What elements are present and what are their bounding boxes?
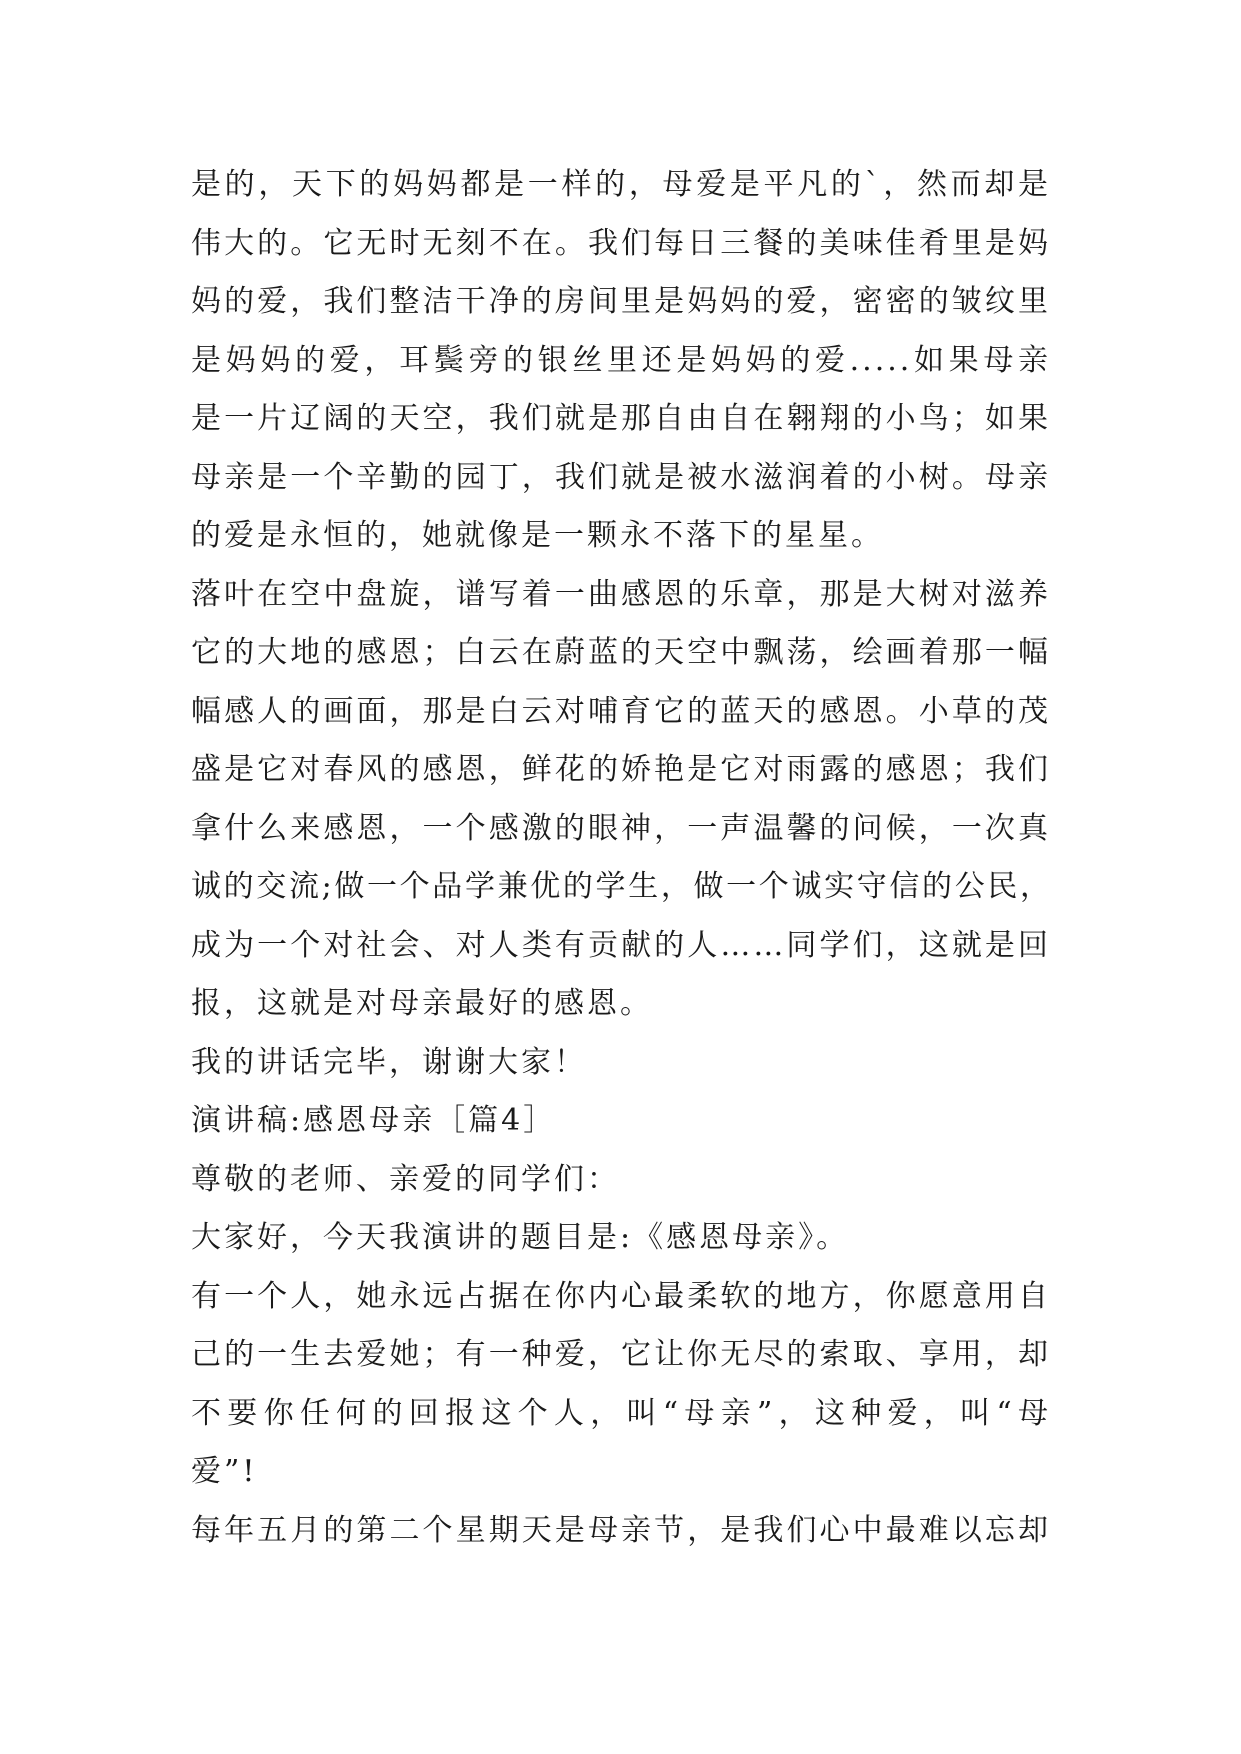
paragraph-line: 诚的交流;做一个品学兼优的学生，做一个诚实守信的公民， (191, 869, 1051, 904)
paragraph-line: 成为一个对社会、对人类有贡献的人……同学们，这就是回 (191, 927, 1051, 963)
paragraph-line: 落叶在空中盘旋，谱写着一曲感恩的乐章，那是大树对滋养 (191, 576, 1051, 612)
salutation: 尊敬的老师、亲爱的同学们： (191, 1161, 620, 1197)
paragraph-line: 爱”! (191, 1454, 258, 1489)
paragraph-line: 幅感人的画面，那是白云对哺育它的蓝天的感恩。小草的茂 (191, 693, 1051, 729)
paragraph-line: 己的一生去爱她；有一种爱，它让你无尽的索取、享用，却 (191, 1337, 1051, 1372)
paragraph-line: 有一个人，她永远占据在你内心最柔软的地方，你愿意用自 (191, 1278, 1051, 1314)
paragraph-line: 是一片辽阔的天空，我们就是那自由自在翱翔的小鸟；如果 (191, 401, 1051, 436)
closing-line: 我的讲话完毕，谢谢大家！ (191, 1044, 587, 1080)
paragraph-line: 盛是它对春风的感恩，鲜花的娇艳是它对雨露的感恩；我们 (191, 752, 1051, 787)
greeting-line: 大家好，今天我演讲的题目是:《感恩母亲》。 (191, 1220, 850, 1255)
paragraph-line: 不要你任何的回报这个人，叫“母亲”，这种爱，叫“母 (191, 1395, 1051, 1431)
paragraph-line: 母亲是一个辛勤的园丁，我们就是被水滋润着的小树。母亲 (191, 459, 1051, 495)
paragraph-line: 报，这就是对母亲最好的感恩。 (191, 986, 653, 1021)
paragraph-line: 伟大的。它无时无刻不在。我们每日三餐的美味佳肴里是妈 (191, 225, 1051, 261)
paragraph-line: 每年五月的第二个星期天是母亲节，是我们心中最难以忘却 (191, 1512, 1051, 1548)
paragraph-line: 是的，天下的妈妈都是一样的，母爱是平凡的`，然而却是 (191, 167, 1051, 202)
document-body (191, 156, 1051, 1560)
paragraph-line: 是妈妈的爱，耳鬓旁的银丝里还是妈妈的爱.....如果母亲 (191, 342, 1051, 378)
paragraph-line: 拿什么来感恩，一个感激的眼神，一声温馨的问候，一次真 (191, 810, 1051, 846)
paragraph-line: 的爱是永恒的，她就像是一颗永不落下的星星。 (191, 518, 884, 553)
paragraph-line: 它的大地的感恩；白云在蔚蓝的天空中飘荡，绘画着那一幅 (191, 635, 1051, 670)
section-heading: 演讲稿:感恩母亲［篇4］ (191, 1103, 557, 1138)
paragraph-line: 妈的爱，我们整洁干净的房间里是妈妈的爱，密密的皱纹里 (191, 284, 1051, 319)
